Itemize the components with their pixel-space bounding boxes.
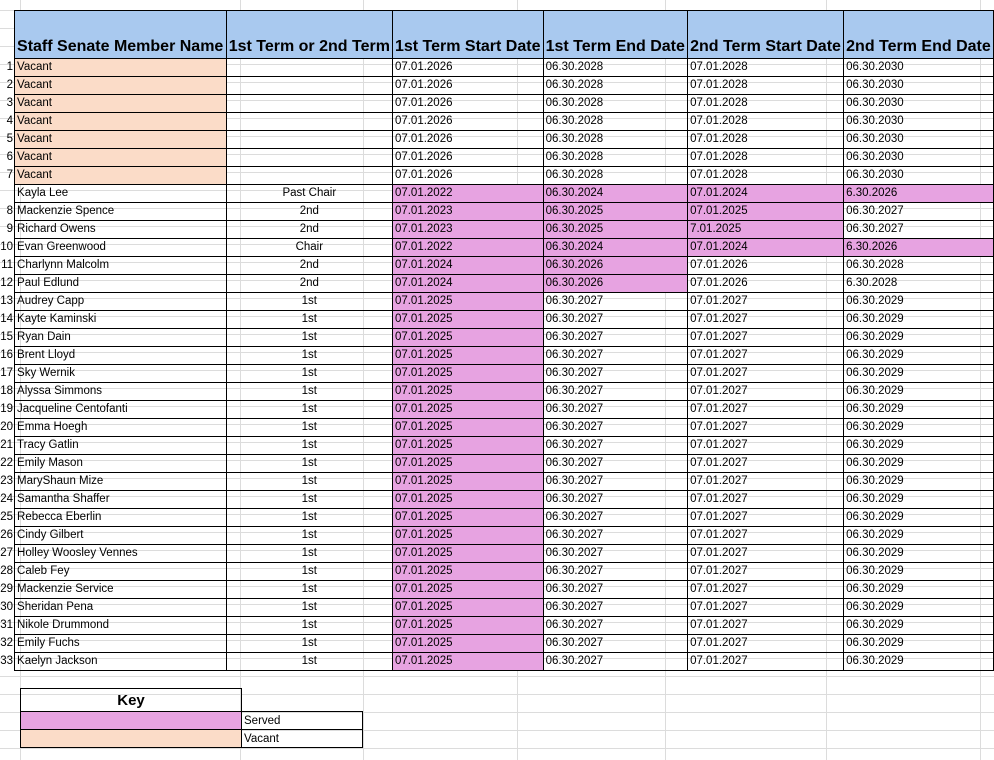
row-number: 5 xyxy=(6,133,14,145)
first-term-start-cell[interactable]: 07.01.2025 xyxy=(392,491,543,509)
first-term-end-cell[interactable]: 06.30.2027 xyxy=(543,437,687,455)
table-row xyxy=(0,77,994,95)
second-term-end-cell[interactable]: 06.30.2029 xyxy=(844,545,994,563)
row-number: 24 xyxy=(0,493,14,505)
member-name-cell[interactable]: Samantha Shaffer xyxy=(15,491,227,509)
term-cell[interactable]: 1st xyxy=(226,527,392,545)
table-row xyxy=(0,95,994,113)
term-cell[interactable]: 2nd xyxy=(226,257,392,275)
row-number: 16 xyxy=(0,349,14,361)
table-row xyxy=(0,653,994,671)
second-term-end-cell[interactable]: 06.30.2029 xyxy=(844,401,994,419)
key-served-swatch[interactable] xyxy=(21,712,242,730)
table-row xyxy=(0,617,994,635)
table-row xyxy=(0,59,994,77)
first-term-start-cell[interactable]: 07.01.2026 xyxy=(392,167,543,185)
second-term-start-cell[interactable]: 07.01.2027 xyxy=(688,419,844,437)
table-row xyxy=(0,149,994,167)
first-term-end-cell[interactable]: 06.30.2028 xyxy=(543,149,687,167)
second-term-start-cell[interactable]: 07.01.2027 xyxy=(688,563,844,581)
first-term-start-cell[interactable]: 07.01.2025 xyxy=(392,401,543,419)
first-term-end-cell[interactable]: 06.30.2025 xyxy=(543,203,687,221)
table-row xyxy=(0,203,994,221)
first-term-start-cell[interactable]: 07.01.2025 xyxy=(392,581,543,599)
first-term-start-cell[interactable]: 07.01.2026 xyxy=(392,95,543,113)
first-term-end-cell[interactable]: 06.30.2027 xyxy=(543,599,687,617)
first-term-end-cell[interactable]: 06.30.2027 xyxy=(543,401,687,419)
row-number: 8 xyxy=(6,205,14,217)
second-term-start-cell[interactable]: 07.01.2027 xyxy=(688,581,844,599)
first-term-start-cell[interactable]: 07.01.2025 xyxy=(392,383,543,401)
first-term-start-cell[interactable]: 07.01.2025 xyxy=(392,527,543,545)
term-cell[interactable]: 1st xyxy=(226,581,392,599)
second-term-end-cell[interactable]: 06.30.2029 xyxy=(844,455,994,473)
first-term-start-cell[interactable]: 07.01.2025 xyxy=(392,563,543,581)
term-cell[interactable]: 1st xyxy=(226,509,392,527)
member-name-cell[interactable]: Tracy Gatlin xyxy=(15,437,227,455)
second-term-start-cell[interactable]: 07.01.2028 xyxy=(688,149,844,167)
second-term-start-cell[interactable]: 07.01.2028 xyxy=(688,95,844,113)
first-term-start-cell[interactable]: 07.01.2025 xyxy=(392,599,543,617)
second-term-start-cell[interactable]: 07.01.2027 xyxy=(688,383,844,401)
member-name-cell[interactable]: MaryShaun Mize xyxy=(15,473,227,491)
first-term-start-cell[interactable]: 07.01.2025 xyxy=(392,311,543,329)
row-number: 2 xyxy=(6,79,14,91)
term-cell[interactable]: 1st xyxy=(226,491,392,509)
first-term-start-cell[interactable]: 07.01.2025 xyxy=(392,419,543,437)
second-term-start-cell[interactable]: 07.01.2027 xyxy=(688,329,844,347)
first-term-end-cell[interactable]: 06.30.2027 xyxy=(543,527,687,545)
first-term-end-cell[interactable]: 06.30.2027 xyxy=(543,293,687,311)
second-term-start-header[interactable]: 2nd Term Start Date xyxy=(688,11,844,59)
term-cell[interactable]: 1st xyxy=(226,419,392,437)
first-term-end-cell[interactable]: 06.30.2027 xyxy=(543,383,687,401)
row-number: 21 xyxy=(0,439,14,451)
first-term-start-cell[interactable]: 07.01.2022 xyxy=(392,239,543,257)
term-cell[interactable] xyxy=(226,167,392,185)
first-term-start-cell[interactable]: 07.01.2024 xyxy=(392,275,543,293)
table-row xyxy=(0,365,994,383)
first-term-end-cell[interactable]: 06.30.2027 xyxy=(543,581,687,599)
second-term-end-cell[interactable]: 06.30.2028 xyxy=(844,257,994,275)
row-number: 22 xyxy=(0,457,14,469)
first-term-end-cell[interactable]: 06.30.2026 xyxy=(543,257,687,275)
first-term-end-cell[interactable]: 06.30.2027 xyxy=(543,365,687,383)
first-term-start-cell[interactable]: 07.01.2026 xyxy=(392,131,543,149)
first-term-start-cell[interactable]: 07.01.2022 xyxy=(392,185,543,203)
second-term-start-cell[interactable]: 07.01.2028 xyxy=(688,59,844,77)
second-term-start-cell[interactable]: 07.01.2024 xyxy=(688,239,844,257)
row-number: 30 xyxy=(0,601,14,613)
term-cell[interactable]: 1st xyxy=(226,455,392,473)
first-term-start-cell[interactable]: 07.01.2025 xyxy=(392,635,543,653)
first-term-start-cell[interactable]: 07.01.2025 xyxy=(392,365,543,383)
second-term-end-cell[interactable]: 06.30.2029 xyxy=(844,653,994,671)
second-term-start-cell[interactable]: 07.01.2027 xyxy=(688,545,844,563)
table-row xyxy=(0,221,994,239)
table-row xyxy=(0,113,994,131)
first-term-start-cell[interactable]: 07.01.2026 xyxy=(392,113,543,131)
second-term-end-cell[interactable]: 6.30.2028 xyxy=(844,275,994,293)
first-term-start-cell[interactable]: 07.01.2023 xyxy=(392,221,543,239)
first-term-end-cell[interactable]: 06.30.2028 xyxy=(543,59,687,77)
member-name-cell[interactable]: Evan Greenwood xyxy=(15,239,227,257)
term-cell[interactable]: 1st xyxy=(226,599,392,617)
second-term-end-cell[interactable]: 06.30.2029 xyxy=(844,419,994,437)
member-name-cell[interactable]: Emily Fuchs xyxy=(15,635,227,653)
second-term-start-cell[interactable]: 07.01.2027 xyxy=(688,437,844,455)
first-term-start-cell[interactable]: 07.01.2025 xyxy=(392,509,543,527)
member-name-cell[interactable]: Mackenzie Spence xyxy=(15,203,227,221)
second-term-start-cell[interactable]: 7.01.2025 xyxy=(688,221,844,239)
first-term-end-cell[interactable]: 06.30.2027 xyxy=(543,329,687,347)
second-term-end-cell[interactable]: 06.30.2029 xyxy=(844,527,994,545)
table-row xyxy=(0,527,994,545)
first-term-end-cell[interactable]: 06.30.2027 xyxy=(543,419,687,437)
member-name-cell[interactable]: Sheridan Pena xyxy=(15,599,227,617)
row-number: 14 xyxy=(0,313,14,325)
term-cell[interactable]: 2nd xyxy=(226,275,392,293)
first-term-end-cell[interactable]: 06.30.2027 xyxy=(543,653,687,671)
member-name-cell[interactable]: Charlynn Malcolm xyxy=(15,257,227,275)
second-term-end-cell[interactable]: 06.30.2030 xyxy=(844,95,994,113)
second-term-start-cell[interactable]: 07.01.2027 xyxy=(688,473,844,491)
second-term-start-cell[interactable]: 07.01.2027 xyxy=(688,311,844,329)
color-key xyxy=(20,688,363,748)
table-row xyxy=(0,167,994,185)
member-name-cell[interactable]: Holley Woosley Vennes xyxy=(15,545,227,563)
row-number: 1 xyxy=(6,61,14,73)
member-name-cell[interactable]: Cindy Gilbert xyxy=(15,527,227,545)
first-term-end-cell[interactable]: 06.30.2027 xyxy=(543,509,687,527)
term-cell[interactable]: Chair xyxy=(226,239,392,257)
second-term-start-cell[interactable]: 07.01.2027 xyxy=(688,635,844,653)
first-term-end-cell[interactable]: 06.30.2024 xyxy=(543,185,687,203)
key-vacant-swatch[interactable] xyxy=(21,730,242,748)
second-term-start-cell[interactable]: 07.01.2027 xyxy=(688,293,844,311)
row-number: 20 xyxy=(0,421,14,433)
member-name-cell[interactable]: Vacant xyxy=(15,167,227,185)
table-row xyxy=(0,131,994,149)
row-number: 26 xyxy=(0,529,14,541)
table-row xyxy=(0,185,994,203)
member-name-cell[interactable]: Vacant xyxy=(15,113,227,131)
row-number: 4 xyxy=(6,115,14,127)
first-term-end-cell[interactable]: 06.30.2027 xyxy=(543,347,687,365)
term-cell[interactable]: Past Chair xyxy=(226,185,392,203)
second-term-end-cell[interactable]: 06.30.2029 xyxy=(844,617,994,635)
second-term-end-cell[interactable]: 06.30.2029 xyxy=(844,311,994,329)
member-name-cell[interactable]: Ryan Dain xyxy=(15,329,227,347)
second-term-start-cell[interactable]: 07.01.2027 xyxy=(688,455,844,473)
term-cell[interactable]: 2nd xyxy=(226,221,392,239)
term-cell[interactable]: 1st xyxy=(226,293,392,311)
second-term-end-cell[interactable]: 06.30.2029 xyxy=(844,293,994,311)
second-term-end-cell[interactable]: 06.30.2030 xyxy=(844,77,994,95)
header-row xyxy=(0,11,994,59)
term-cell[interactable] xyxy=(226,149,392,167)
term-cell[interactable] xyxy=(226,113,392,131)
first-term-start-cell[interactable]: 07.01.2025 xyxy=(392,347,543,365)
second-term-end-cell[interactable]: 06.30.2030 xyxy=(844,113,994,131)
second-term-start-cell[interactable]: 07.01.2028 xyxy=(688,77,844,95)
first-term-start-cell[interactable]: 07.01.2025 xyxy=(392,329,543,347)
first-term-start-cell[interactable]: 07.01.2025 xyxy=(392,545,543,563)
second-term-end-cell[interactable]: 06.30.2029 xyxy=(844,491,994,509)
second-term-start-cell[interactable]: 07.01.2027 xyxy=(688,491,844,509)
row-number: 25 xyxy=(0,511,14,523)
second-term-start-cell[interactable]: 07.01.2028 xyxy=(688,113,844,131)
first-term-end-cell[interactable]: 06.30.2028 xyxy=(543,167,687,185)
table-row xyxy=(0,455,994,473)
term-cell[interactable]: 1st xyxy=(226,635,392,653)
second-term-end-cell[interactable]: 06.30.2030 xyxy=(844,149,994,167)
second-term-start-cell[interactable]: 07.01.2027 xyxy=(688,509,844,527)
second-term-start-cell[interactable]: 07.01.2024 xyxy=(688,185,844,203)
term-cell[interactable] xyxy=(226,131,392,149)
first-term-end-cell[interactable]: 06.30.2027 xyxy=(543,491,687,509)
term-cell[interactable]: 2nd xyxy=(226,203,392,221)
second-term-end-cell[interactable]: 06.30.2029 xyxy=(844,473,994,491)
row-number: 29 xyxy=(0,583,14,595)
term-cell[interactable] xyxy=(226,59,392,77)
term-cell[interactable]: 1st xyxy=(226,617,392,635)
table-row xyxy=(0,383,994,401)
row-number: 13 xyxy=(0,295,14,307)
second-term-start-cell[interactable]: 07.01.2028 xyxy=(688,131,844,149)
term-cell[interactable]: 1st xyxy=(226,473,392,491)
member-name-cell[interactable]: Vacant xyxy=(15,131,227,149)
member-name-cell[interactable]: Caleb Fey xyxy=(15,563,227,581)
row-number: 17 xyxy=(0,367,14,379)
member-name-cell[interactable]: Vacant xyxy=(15,59,227,77)
second-term-start-cell[interactable]: 07.01.2027 xyxy=(688,527,844,545)
first-term-start-cell[interactable]: 07.01.2025 xyxy=(392,617,543,635)
row-number: 32 xyxy=(0,637,14,649)
row-number: 31 xyxy=(0,619,14,631)
first-term-start-cell[interactable]: 07.01.2024 xyxy=(392,257,543,275)
row-number: 12 xyxy=(0,277,14,289)
row-number: 3 xyxy=(6,97,14,109)
second-term-end-cell[interactable]: 06.30.2029 xyxy=(844,563,994,581)
member-name-cell[interactable]: Vacant xyxy=(15,149,227,167)
term-cell[interactable] xyxy=(226,95,392,113)
table-row xyxy=(0,275,994,293)
second-term-start-cell[interactable]: 07.01.2027 xyxy=(688,617,844,635)
second-term-end-cell[interactable]: 06.30.2029 xyxy=(844,599,994,617)
table-row xyxy=(0,635,994,653)
second-term-end-cell[interactable]: 06.30.2029 xyxy=(844,581,994,599)
key-served-label[interactable]: Served xyxy=(242,712,363,730)
second-term-end-cell[interactable]: 06.30.2029 xyxy=(844,635,994,653)
row-number: 9 xyxy=(6,223,14,235)
first-term-start-cell[interactable]: 07.01.2025 xyxy=(392,437,543,455)
second-term-end-cell[interactable]: 6.30.2026 xyxy=(844,239,994,257)
row-number: 18 xyxy=(0,385,14,397)
member-name-cell[interactable]: Vacant xyxy=(15,95,227,113)
table-row xyxy=(0,311,994,329)
term-header[interactable]: 1st Term or 2nd Term xyxy=(226,11,392,59)
row-number xyxy=(0,185,15,203)
member-name-cell[interactable]: Paul Edlund xyxy=(15,275,227,293)
member-name-cell[interactable]: Emily Mason xyxy=(15,455,227,473)
first-term-end-cell[interactable]: 06.30.2027 xyxy=(543,635,687,653)
member-name-cell[interactable]: Richard Owens xyxy=(15,221,227,239)
first-term-end-cell[interactable]: 06.30.2026 xyxy=(543,275,687,293)
first-term-start-cell[interactable]: 07.01.2025 xyxy=(392,455,543,473)
row-number: 23 xyxy=(0,475,14,487)
first-term-end-cell[interactable]: 06.30.2027 xyxy=(543,455,687,473)
second-term-start-cell[interactable]: 07.01.2027 xyxy=(688,347,844,365)
member-name-cell[interactable]: Nikole Drummond xyxy=(15,617,227,635)
second-term-start-cell[interactable]: 07.01.2026 xyxy=(688,275,844,293)
member-name-cell[interactable]: Sky Wernik xyxy=(15,365,227,383)
first-term-start-cell[interactable]: 07.01.2025 xyxy=(392,293,543,311)
first-term-end-cell[interactable]: 06.30.2025 xyxy=(543,221,687,239)
second-term-end-cell[interactable]: 06.30.2029 xyxy=(844,347,994,365)
term-cell[interactable]: 1st xyxy=(226,347,392,365)
row-number: 27 xyxy=(0,547,14,559)
first-term-start-cell[interactable]: 07.01.2026 xyxy=(392,59,543,77)
second-term-start-cell[interactable]: 07.01.2027 xyxy=(688,599,844,617)
key-title[interactable]: Key xyxy=(21,689,242,712)
member-name-cell[interactable]: Vacant xyxy=(15,77,227,95)
table-row xyxy=(0,257,994,275)
second-term-end-cell[interactable]: 06.30.2029 xyxy=(844,437,994,455)
first-term-end-cell[interactable]: 06.30.2027 xyxy=(543,545,687,563)
table-row xyxy=(0,491,994,509)
second-term-start-cell[interactable]: 07.01.2028 xyxy=(688,167,844,185)
first-term-start-cell[interactable]: 07.01.2025 xyxy=(392,473,543,491)
second-term-end-cell[interactable]: 06.30.2027 xyxy=(844,221,994,239)
first-term-end-cell[interactable]: 06.30.2028 xyxy=(543,113,687,131)
row-number: 11 xyxy=(1,259,14,271)
second-term-end-cell[interactable]: 6.30.2026 xyxy=(844,185,994,203)
first-term-start-cell[interactable]: 07.01.2025 xyxy=(392,653,543,671)
term-cell[interactable]: 1st xyxy=(226,653,392,671)
table-row xyxy=(0,239,994,257)
first-term-start-cell[interactable]: 07.01.2023 xyxy=(392,203,543,221)
second-term-start-cell[interactable]: 07.01.2027 xyxy=(688,653,844,671)
table-row xyxy=(0,437,994,455)
first-term-start-cell[interactable]: 07.01.2026 xyxy=(392,149,543,167)
member-name-header[interactable]: Staff Senate Member Name xyxy=(15,11,227,59)
row-number: 19 xyxy=(0,403,14,415)
member-name-cell[interactable]: Kayte Kaminski xyxy=(15,311,227,329)
term-cell[interactable]: 1st xyxy=(226,563,392,581)
term-cell[interactable]: 1st xyxy=(226,329,392,347)
first-term-start-header[interactable]: 1st Term Start Date xyxy=(392,11,543,59)
row-number: 7 xyxy=(6,169,14,181)
first-term-start-cell[interactable]: 07.01.2026 xyxy=(392,77,543,95)
second-term-end-cell[interactable]: 06.30.2029 xyxy=(844,365,994,383)
second-term-start-cell[interactable]: 07.01.2027 xyxy=(688,365,844,383)
table-row xyxy=(0,473,994,491)
term-cell[interactable]: 1st xyxy=(226,401,392,419)
row-number: 6 xyxy=(6,151,14,163)
second-term-start-cell[interactable]: 07.01.2026 xyxy=(688,257,844,275)
second-term-end-cell[interactable]: 06.30.2030 xyxy=(844,59,994,77)
term-cell[interactable]: 1st xyxy=(226,383,392,401)
second-term-end-cell[interactable]: 06.30.2027 xyxy=(844,203,994,221)
first-term-end-cell[interactable]: 06.30.2027 xyxy=(543,563,687,581)
table-row xyxy=(0,509,994,527)
table-row xyxy=(0,401,994,419)
second-term-end-cell[interactable]: 06.30.2029 xyxy=(844,329,994,347)
table-row xyxy=(0,419,994,437)
term-cell[interactable]: 1st xyxy=(226,311,392,329)
member-name-cell[interactable]: Mackenzie Service xyxy=(15,581,227,599)
term-cell[interactable]: 1st xyxy=(226,365,392,383)
row-number: 33 xyxy=(0,655,14,667)
row-number: 15 xyxy=(0,331,14,343)
second-term-end-cell[interactable]: 06.30.2029 xyxy=(844,509,994,527)
table-row xyxy=(0,545,994,563)
first-term-end-header[interactable]: 1st Term End Date xyxy=(543,11,687,59)
second-term-end-cell[interactable]: 06.30.2029 xyxy=(844,383,994,401)
first-term-end-cell[interactable]: 06.30.2028 xyxy=(543,131,687,149)
table-row xyxy=(0,293,994,311)
first-term-end-cell[interactable]: 06.30.2028 xyxy=(543,95,687,113)
second-term-end-cell[interactable]: 06.30.2030 xyxy=(844,167,994,185)
table-row xyxy=(0,347,994,365)
second-term-end-cell[interactable]: 06.30.2030 xyxy=(844,131,994,149)
row-number: 10 xyxy=(0,241,14,253)
member-name-cell[interactable]: Alyssa Simmons xyxy=(15,383,227,401)
table-row xyxy=(0,563,994,581)
row-number-header xyxy=(0,11,15,59)
second-term-start-cell[interactable]: 07.01.2027 xyxy=(688,401,844,419)
first-term-end-cell[interactable]: 06.30.2024 xyxy=(543,239,687,257)
member-name-cell[interactable]: Kayla Lee xyxy=(15,185,227,203)
senate-roster-table xyxy=(0,10,994,671)
table-row xyxy=(0,329,994,347)
member-name-cell[interactable]: Jacqueline Centofanti xyxy=(15,401,227,419)
first-term-end-cell[interactable]: 06.30.2027 xyxy=(543,473,687,491)
first-term-end-cell[interactable]: 06.30.2027 xyxy=(543,311,687,329)
member-name-cell[interactable]: Brent Lloyd xyxy=(15,347,227,365)
member-name-cell[interactable]: Emma Hoegh xyxy=(15,419,227,437)
term-cell[interactable]: 1st xyxy=(226,545,392,563)
member-name-cell[interactable]: Audrey Capp xyxy=(15,293,227,311)
member-name-cell[interactable]: Kaelyn Jackson xyxy=(15,653,227,671)
table-row xyxy=(0,581,994,599)
key-vacant-label[interactable]: Vacant xyxy=(242,730,363,748)
term-cell[interactable]: 1st xyxy=(226,437,392,455)
row-number: 28 xyxy=(0,565,14,577)
second-term-end-header[interactable]: 2nd Term End Date xyxy=(844,11,994,59)
first-term-end-cell[interactable]: 06.30.2028 xyxy=(543,77,687,95)
first-term-end-cell[interactable]: 06.30.2027 xyxy=(543,617,687,635)
second-term-start-cell[interactable]: 07.01.2025 xyxy=(688,203,844,221)
member-name-cell[interactable]: Rebecca Eberlin xyxy=(15,509,227,527)
table-row xyxy=(0,599,994,617)
term-cell[interactable] xyxy=(226,77,392,95)
